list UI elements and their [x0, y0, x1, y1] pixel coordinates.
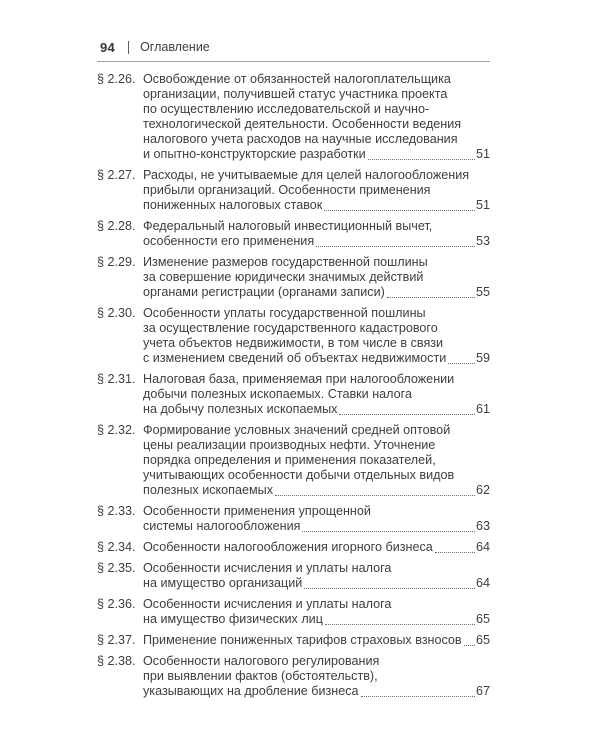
dot-leader — [462, 633, 476, 648]
dot-leader — [337, 402, 476, 417]
toc-entry-page: 62 — [475, 483, 490, 497]
dot-leader — [273, 483, 476, 498]
toc-entry-number: § 2.33. — [97, 504, 136, 518]
toc-entry-number: § 2.27. — [97, 168, 136, 182]
header-rule — [97, 61, 490, 62]
dot-leader — [446, 351, 476, 366]
toc-entry-title — [143, 654, 490, 699]
toc-entry-number: § 2.26. — [97, 72, 136, 86]
toc-entry — [97, 654, 490, 699]
toc-entry-title — [143, 255, 490, 300]
toc-entry-number: § 2.32. — [97, 423, 136, 437]
dot-leader — [366, 147, 476, 162]
toc-entry-line: системы налогообложения — [143, 519, 301, 533]
toc-entry-number: § 2.36. — [97, 597, 136, 611]
toc-entry-line: за совершение юридически значимых действий — [143, 270, 424, 284]
toc-entry-line: Освобождение от обязанностей налогоплательщика — [143, 72, 451, 86]
toc-entry-line: Федеральный налоговый инвестиционный вычет, — [143, 219, 433, 233]
toc-entry-line: Особенности исчисления и уплаты налога — [143, 561, 392, 575]
toc-entry-page: 53 — [475, 234, 490, 248]
toc-entry-line: Применение пониженных тарифов страховых взносов — [143, 633, 462, 647]
toc-entry-last-line — [143, 285, 490, 300]
running-title: Оглавление — [140, 40, 210, 54]
toc-entry-line: добычи полезных ископаемых. Ставки налога — [143, 387, 412, 401]
toc-entry-line: за осуществление государственного кадастрового — [143, 321, 438, 335]
dot-leader — [385, 285, 476, 300]
toc-entry — [97, 72, 490, 162]
toc-entry-line: учитывающих особенности добычи отдельных видов — [143, 468, 455, 482]
toc-entry-number: § 2.28. — [97, 219, 136, 233]
toc-list — [97, 72, 490, 699]
toc-entry-page: 64 — [475, 576, 490, 590]
toc-entry-last-line — [143, 483, 490, 498]
toc-entry-page: 51 — [475, 147, 490, 161]
toc-entry-page: 65 — [475, 633, 490, 647]
toc-entry-line: организации, получившей статус участника проекта — [143, 87, 448, 101]
toc-entry-title — [143, 372, 490, 417]
toc-entry-page: 64 — [475, 540, 490, 554]
toc-entry-line: прибыли организаций. Особенности применения — [143, 183, 431, 197]
toc-entry-number: § 2.38. — [97, 654, 136, 668]
toc-entry-page: 55 — [475, 285, 490, 299]
toc-entry-line: особенности его применения — [143, 234, 315, 248]
toc-entry-line: и опытно-конструкторские разработки — [143, 147, 366, 161]
toc-entry — [97, 306, 490, 366]
toc-entry-last-line — [143, 576, 490, 591]
toc-entry — [97, 372, 490, 417]
toc-entry-last-line — [143, 351, 490, 366]
toc-entry-page: 65 — [475, 612, 490, 626]
toc-entry-last-line — [143, 402, 490, 417]
toc-entry — [97, 423, 490, 498]
toc-entry-title — [143, 633, 490, 648]
toc-entry — [97, 255, 490, 300]
toc-entry-last-line — [143, 540, 490, 555]
dot-leader — [314, 234, 476, 249]
dot-leader — [433, 540, 476, 555]
toc-entry-line: налогового учета расходов на научные исследования — [143, 132, 458, 146]
toc-entry-line: при выявлении фактов (обстоятельств), — [143, 669, 378, 683]
toc-entry-line: на имущество организаций — [143, 576, 303, 590]
toc-entry-page: 51 — [475, 198, 490, 212]
toc-entry-line: указывающих на дробление бизнеса — [143, 684, 359, 698]
dot-leader — [322, 198, 476, 213]
toc-entry-number: § 2.35. — [97, 561, 136, 575]
toc-entry-page: 67 — [475, 684, 490, 698]
toc-entry-title — [143, 561, 490, 591]
toc-entry-line: Налоговая база, применяемая при налогообложении — [143, 372, 455, 386]
toc-entry-title — [143, 504, 490, 534]
toc-entry-last-line — [143, 234, 490, 249]
toc-entry-last-line — [143, 633, 490, 648]
toc-entry-line: органами регистрации (органами записи) — [143, 285, 385, 299]
toc-entry-line: Формирование условных значений средней оптовой — [143, 423, 451, 437]
toc-entry — [97, 504, 490, 534]
toc-entry-title — [143, 306, 490, 366]
toc-entry-line: Особенности уплаты государственной пошлины — [143, 306, 426, 320]
toc-entry-line: Особенности применения упрощенной — [143, 504, 371, 518]
running-page-number: 94 — [100, 39, 116, 55]
toc-entry — [97, 633, 490, 648]
toc-entry-title — [143, 423, 490, 498]
toc-entry-line: Особенности налогообложения игорного бизнеса — [143, 540, 433, 554]
toc-entry-title — [143, 219, 490, 249]
toc-entry-line: Расходы, не учитываемые для целей налогообложения — [143, 168, 470, 182]
toc-entry-last-line — [143, 147, 490, 162]
dot-leader — [302, 576, 476, 591]
toc-entry-last-line — [143, 519, 490, 534]
toc-entry-line: пониженных налоговых ставок — [143, 198, 323, 212]
toc-entry-page: 63 — [475, 519, 490, 533]
toc-entry-title — [143, 168, 490, 213]
dot-leader — [359, 684, 476, 699]
toc-entry-number: § 2.30. — [97, 306, 136, 320]
toc-entry-last-line — [143, 612, 490, 627]
toc-entry-line: Изменение размеров государственной пошлины — [143, 255, 428, 269]
toc-entry — [97, 168, 490, 213]
toc-entry-line: с изменением сведений об объектах недвижимости — [143, 351, 447, 365]
toc-entry-line: учета объектов недвижимости, в том числе в связи — [143, 336, 444, 350]
toc-entry-line: на имущество физических лиц — [143, 612, 323, 626]
toc-entry — [97, 219, 490, 249]
toc-entry-number: § 2.34. — [97, 540, 136, 554]
toc-entry-last-line — [143, 684, 490, 699]
toc-entry-line: порядка определения и применения показателей, — [143, 453, 436, 467]
toc-entry-number: § 2.29. — [97, 255, 136, 269]
toc-entry — [97, 540, 490, 555]
toc-entry-title — [143, 72, 490, 162]
toc-entry-last-line — [143, 198, 490, 213]
toc-entry-line: цены реализации производных нефти. Уточнение — [143, 438, 436, 452]
dot-leader — [323, 612, 476, 627]
toc-entry-page: 59 — [475, 351, 490, 365]
toc-entry-line: полезных ископаемых — [143, 483, 274, 497]
toc-entry-number: § 2.37. — [97, 633, 136, 647]
toc-entry-page: 61 — [475, 402, 490, 416]
toc-entry-line: технологической деятельности. Особенности ведения — [143, 117, 462, 131]
toc-entry-line: по осуществлению исследовательской и научно- — [143, 102, 430, 116]
dot-leader — [300, 519, 476, 534]
toc-entry-number: § 2.31. — [97, 372, 136, 386]
toc-entry-title — [143, 597, 490, 627]
toc-entry-line: на добычу полезных ископаемых — [143, 402, 338, 416]
toc-entry — [97, 561, 490, 591]
toc-entry-line: Особенности налогового регулирования — [143, 654, 380, 668]
toc-entry — [97, 597, 490, 627]
toc-entry-title — [143, 540, 490, 555]
toc-entry-line: Особенности исчисления и уплаты налога — [143, 597, 392, 611]
header-divider — [128, 41, 129, 54]
page-header — [97, 38, 490, 56]
